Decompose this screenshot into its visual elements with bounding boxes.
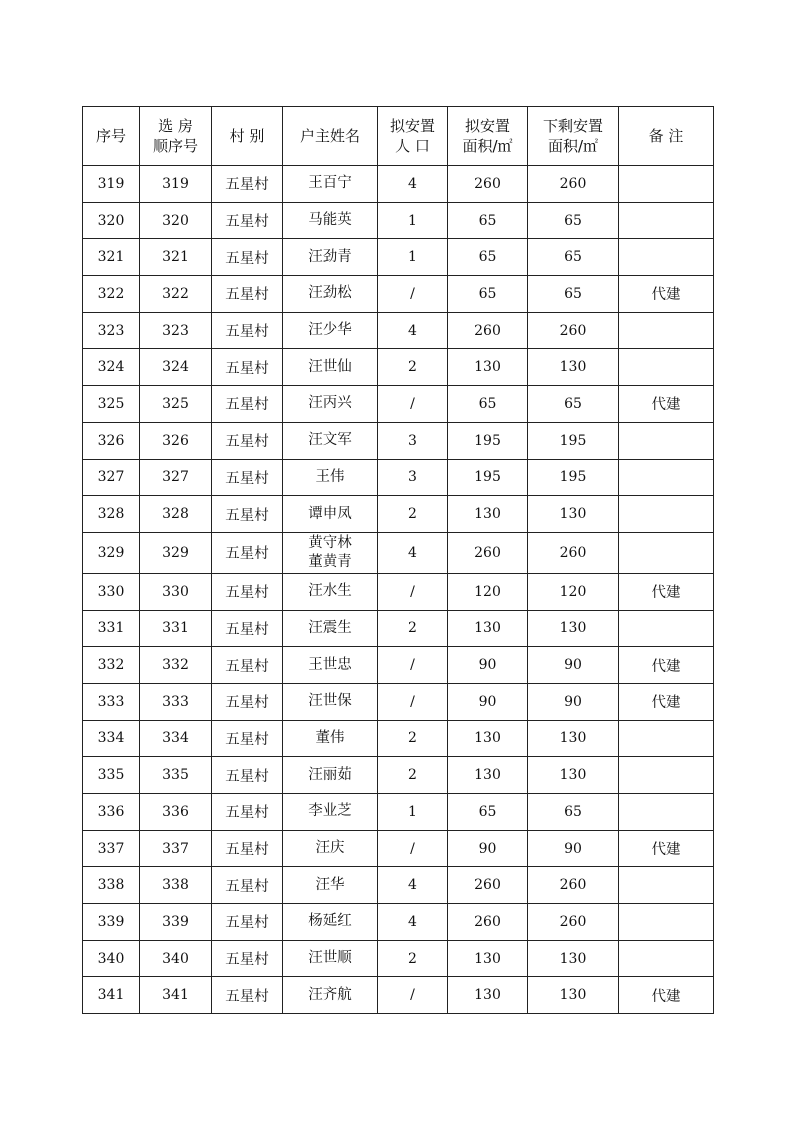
table-row: [83, 904, 714, 941]
cell-householder-name: 汪庆: [283, 830, 378, 867]
cell-householder-name: 汪水生: [283, 573, 378, 610]
cell-note: [619, 349, 714, 386]
cell-householder-name: 汪文军: [283, 422, 378, 459]
header-area: 拟安置 面积/㎡: [448, 107, 528, 166]
cell-remaining-area: 130: [528, 610, 619, 647]
cell-choose-order: 323: [140, 312, 212, 349]
cell-remaining-area: 130: [528, 940, 619, 977]
cell-remaining-area: 90: [528, 647, 619, 684]
cell-note: [619, 312, 714, 349]
cell-seq: 336: [83, 794, 140, 831]
cell-choose-order: 328: [140, 496, 212, 533]
cell-householder-name: 汪丙兴: [283, 386, 378, 423]
cell-choose-order: 321: [140, 239, 212, 276]
cell-village: 五星村: [212, 496, 283, 533]
cell-remaining-area: 65: [528, 239, 619, 276]
cell-note: 代建: [619, 276, 714, 313]
cell-village: 五星村: [212, 276, 283, 313]
cell-note: [619, 940, 714, 977]
cell-village: 五星村: [212, 904, 283, 941]
cell-people: 1: [378, 794, 448, 831]
cell-remaining-area: 260: [528, 166, 619, 203]
cell-area: 130: [448, 977, 528, 1014]
cell-remaining-area: 260: [528, 532, 619, 573]
cell-seq: 326: [83, 422, 140, 459]
cell-area: 260: [448, 166, 528, 203]
cell-area: 260: [448, 532, 528, 573]
cell-people: 3: [378, 459, 448, 496]
cell-choose-order: 333: [140, 683, 212, 720]
cell-village: 五星村: [212, 422, 283, 459]
cell-seq: 332: [83, 647, 140, 684]
cell-people: /: [378, 647, 448, 684]
cell-choose-order: 331: [140, 610, 212, 647]
cell-choose-order: 326: [140, 422, 212, 459]
cell-area: 90: [448, 830, 528, 867]
cell-choose-order: 336: [140, 794, 212, 831]
cell-seq: 327: [83, 459, 140, 496]
table-row: [83, 647, 714, 684]
table-row: [83, 422, 714, 459]
cell-householder-name: 杨延红: [283, 904, 378, 941]
cell-remaining-area: 130: [528, 496, 619, 533]
cell-choose-order: 341: [140, 977, 212, 1014]
table-row: [83, 496, 714, 533]
cell-householder-name: 董伟: [283, 720, 378, 757]
cell-people: 2: [378, 757, 448, 794]
cell-remaining-area: 65: [528, 794, 619, 831]
cell-householder-name: 汪少华: [283, 312, 378, 349]
cell-householder-name: 王百宁: [283, 166, 378, 203]
header-householder-name: 户主姓名: [283, 107, 378, 166]
cell-village: 五星村: [212, 647, 283, 684]
table-row: [83, 940, 714, 977]
cell-note: 代建: [619, 647, 714, 684]
header-village: 村 别: [212, 107, 283, 166]
cell-seq: 341: [83, 977, 140, 1014]
cell-note: [619, 904, 714, 941]
cell-village: 五星村: [212, 166, 283, 203]
cell-area: 130: [448, 496, 528, 533]
cell-area: 130: [448, 940, 528, 977]
cell-remaining-area: 260: [528, 904, 619, 941]
cell-householder-name: 汪世仙: [283, 349, 378, 386]
cell-note: [619, 459, 714, 496]
cell-area: 130: [448, 349, 528, 386]
cell-householder-name: 汪世保: [283, 683, 378, 720]
cell-village: 五星村: [212, 794, 283, 831]
cell-area: 120: [448, 573, 528, 610]
header-choose-order: 选 房 顺序号: [140, 107, 212, 166]
cell-people: 2: [378, 496, 448, 533]
cell-note: [619, 239, 714, 276]
header-row: [83, 107, 714, 166]
cell-area: 130: [448, 757, 528, 794]
cell-seq: 335: [83, 757, 140, 794]
cell-area: 65: [448, 794, 528, 831]
cell-note: [619, 757, 714, 794]
cell-remaining-area: 90: [528, 683, 619, 720]
table-body: [83, 166, 714, 1014]
cell-choose-order: 335: [140, 757, 212, 794]
cell-people: /: [378, 386, 448, 423]
cell-people: 4: [378, 904, 448, 941]
cell-seq: 333: [83, 683, 140, 720]
cell-people: 2: [378, 610, 448, 647]
table-row: [83, 386, 714, 423]
cell-people: /: [378, 276, 448, 313]
cell-householder-name: 汪齐航: [283, 977, 378, 1014]
cell-note: [619, 496, 714, 533]
cell-seq: 319: [83, 166, 140, 203]
cell-seq: 320: [83, 202, 140, 239]
table-row: [83, 532, 714, 573]
cell-choose-order: 340: [140, 940, 212, 977]
cell-note: [619, 532, 714, 573]
cell-note: 代建: [619, 683, 714, 720]
cell-people: 2: [378, 349, 448, 386]
table-row: [83, 459, 714, 496]
cell-village: 五星村: [212, 830, 283, 867]
cell-note: 代建: [619, 977, 714, 1014]
cell-people: 4: [378, 166, 448, 203]
cell-choose-order: 337: [140, 830, 212, 867]
cell-note: 代建: [619, 830, 714, 867]
cell-choose-order: 325: [140, 386, 212, 423]
table-row: [83, 610, 714, 647]
table-header: [83, 107, 714, 166]
cell-people: 4: [378, 867, 448, 904]
cell-householder-name: 汪华: [283, 867, 378, 904]
cell-householder-name: 马能英: [283, 202, 378, 239]
table-row: [83, 573, 714, 610]
cell-area: 260: [448, 867, 528, 904]
cell-village: 五星村: [212, 349, 283, 386]
cell-remaining-area: 260: [528, 867, 619, 904]
cell-choose-order: 334: [140, 720, 212, 757]
table-row: [83, 794, 714, 831]
cell-village: 五星村: [212, 867, 283, 904]
cell-choose-order: 338: [140, 867, 212, 904]
cell-people: 4: [378, 532, 448, 573]
cell-note: [619, 720, 714, 757]
cell-area: 90: [448, 683, 528, 720]
cell-seq: 328: [83, 496, 140, 533]
cell-householder-name: 汪世顺: [283, 940, 378, 977]
cell-choose-order: 339: [140, 904, 212, 941]
cell-village: 五星村: [212, 573, 283, 610]
cell-seq: 330: [83, 573, 140, 610]
header-note: 备 注: [619, 107, 714, 166]
cell-choose-order: 329: [140, 532, 212, 573]
cell-area: 65: [448, 276, 528, 313]
table-row: [83, 312, 714, 349]
cell-village: 五星村: [212, 757, 283, 794]
cell-householder-name: 李业芝: [283, 794, 378, 831]
cell-people: 3: [378, 422, 448, 459]
cell-village: 五星村: [212, 977, 283, 1014]
cell-note: [619, 867, 714, 904]
cell-people: /: [378, 573, 448, 610]
cell-seq: 325: [83, 386, 140, 423]
cell-choose-order: 330: [140, 573, 212, 610]
cell-area: 65: [448, 239, 528, 276]
cell-householder-name: 黄守林 董黄青: [283, 532, 378, 573]
cell-note: [619, 610, 714, 647]
cell-seq: 331: [83, 610, 140, 647]
cell-remaining-area: 195: [528, 422, 619, 459]
table-row: [83, 202, 714, 239]
cell-householder-name: 王伟: [283, 459, 378, 496]
cell-area: 195: [448, 422, 528, 459]
table-row: [83, 720, 714, 757]
cell-remaining-area: 120: [528, 573, 619, 610]
cell-area: 65: [448, 202, 528, 239]
cell-seq: 340: [83, 940, 140, 977]
cell-people: 4: [378, 312, 448, 349]
cell-remaining-area: 130: [528, 977, 619, 1014]
cell-choose-order: 322: [140, 276, 212, 313]
cell-note: [619, 202, 714, 239]
table-row: [83, 830, 714, 867]
cell-area: 130: [448, 720, 528, 757]
table-row: [83, 867, 714, 904]
cell-remaining-area: 130: [528, 720, 619, 757]
table-row: [83, 683, 714, 720]
resettlement-table: [82, 106, 714, 1014]
cell-choose-order: 320: [140, 202, 212, 239]
header-seq: 序号: [83, 107, 140, 166]
cell-seq: 334: [83, 720, 140, 757]
cell-people: 2: [378, 720, 448, 757]
cell-remaining-area: 65: [528, 202, 619, 239]
cell-householder-name: 汪震生: [283, 610, 378, 647]
table-row: [83, 166, 714, 203]
cell-village: 五星村: [212, 312, 283, 349]
cell-area: 65: [448, 386, 528, 423]
cell-people: /: [378, 977, 448, 1014]
cell-householder-name: 王世忠: [283, 647, 378, 684]
cell-remaining-area: 90: [528, 830, 619, 867]
cell-area: 260: [448, 904, 528, 941]
cell-choose-order: 319: [140, 166, 212, 203]
cell-choose-order: 332: [140, 647, 212, 684]
cell-people: /: [378, 830, 448, 867]
cell-village: 五星村: [212, 610, 283, 647]
cell-remaining-area: 65: [528, 276, 619, 313]
cell-seq: 324: [83, 349, 140, 386]
cell-remaining-area: 195: [528, 459, 619, 496]
cell-village: 五星村: [212, 386, 283, 423]
cell-seq: 329: [83, 532, 140, 573]
cell-note: 代建: [619, 386, 714, 423]
cell-seq: 322: [83, 276, 140, 313]
cell-area: 130: [448, 610, 528, 647]
cell-remaining-area: 260: [528, 312, 619, 349]
cell-village: 五星村: [212, 683, 283, 720]
cell-people: 1: [378, 202, 448, 239]
cell-householder-name: 汪丽茹: [283, 757, 378, 794]
cell-choose-order: 324: [140, 349, 212, 386]
cell-seq: 339: [83, 904, 140, 941]
cell-remaining-area: 65: [528, 386, 619, 423]
cell-seq: 323: [83, 312, 140, 349]
cell-choose-order: 327: [140, 459, 212, 496]
cell-note: 代建: [619, 573, 714, 610]
header-remaining-area: 下剩安置 面积/㎡: [528, 107, 619, 166]
cell-village: 五星村: [212, 940, 283, 977]
cell-householder-name: 汪劲青: [283, 239, 378, 276]
cell-note: [619, 166, 714, 203]
cell-remaining-area: 130: [528, 349, 619, 386]
cell-area: 195: [448, 459, 528, 496]
cell-remaining-area: 130: [528, 757, 619, 794]
cell-seq: 337: [83, 830, 140, 867]
cell-note: [619, 422, 714, 459]
cell-seq: 321: [83, 239, 140, 276]
cell-village: 五星村: [212, 202, 283, 239]
table-row: [83, 977, 714, 1014]
cell-householder-name: 汪劲松: [283, 276, 378, 313]
cell-village: 五星村: [212, 532, 283, 573]
cell-people: 1: [378, 239, 448, 276]
cell-area: 90: [448, 647, 528, 684]
table-row: [83, 239, 714, 276]
cell-householder-name: 谭申凤: [283, 496, 378, 533]
cell-people: /: [378, 683, 448, 720]
cell-village: 五星村: [212, 239, 283, 276]
cell-people: 2: [378, 940, 448, 977]
cell-note: [619, 794, 714, 831]
cell-village: 五星村: [212, 720, 283, 757]
table-row: [83, 757, 714, 794]
table-row: [83, 349, 714, 386]
cell-seq: 338: [83, 867, 140, 904]
table-row: [83, 276, 714, 313]
cell-village: 五星村: [212, 459, 283, 496]
cell-area: 260: [448, 312, 528, 349]
header-people: 拟安置 人 口: [378, 107, 448, 166]
